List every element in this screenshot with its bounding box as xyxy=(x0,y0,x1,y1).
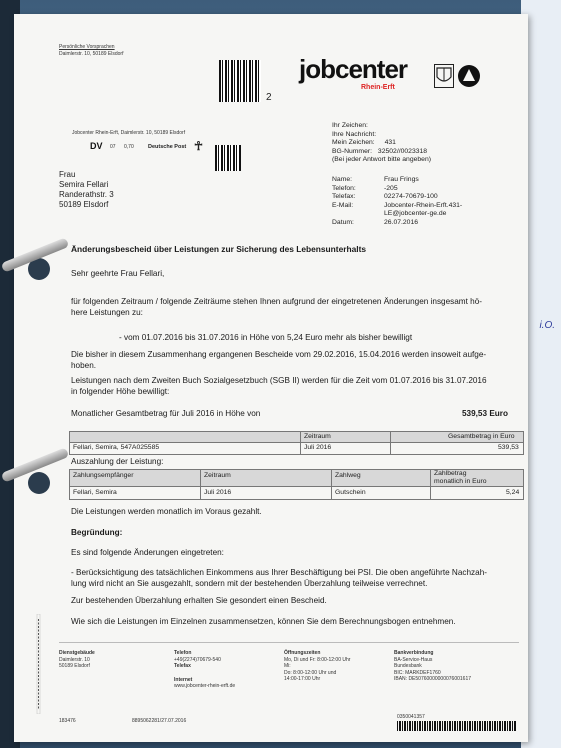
sender-name: Persönliche Vorsprachen xyxy=(59,44,115,50)
recipient-city: 50189 Elsdorf xyxy=(59,200,109,209)
table2-row-empfaenger: Fellari, Semira xyxy=(73,489,117,496)
handwritten-note: i.O. xyxy=(539,320,555,331)
postage-code: DV xyxy=(90,141,103,151)
bullet-1: - vom 01.07.2016 bis 31.07.2016 in Höhe von 5,24 Euro mehr als bisher bewilligt xyxy=(119,333,413,342)
change-item-1-line-2: lung wird nicht an Sie ausgezahlt, sondern mit der bestehenden Überzahlung teilweise verrechnet. xyxy=(71,578,428,588)
postage-price: 0,70 xyxy=(124,144,134,150)
jobcenter-region: Rhein-Erft xyxy=(361,84,395,91)
table1-header-zeitraum: Zeitraum xyxy=(304,433,331,440)
agency-triangle-icon xyxy=(457,64,481,93)
contact-tel: -205 xyxy=(384,184,398,192)
table1-row-person: Fellari, Semira, 547A025585 xyxy=(73,444,160,451)
monthly-total-label: Monatlicher Gesamtbetrag für Juli 2016 in Höhe von xyxy=(71,409,261,418)
document-title: Änderungsbescheid über Leistungen zur Sicherung des Lebensunterhalts xyxy=(71,244,367,254)
recipient-salutation: Frau xyxy=(59,170,76,179)
footer-bank-line-2: Bundesbank xyxy=(394,663,422,669)
payout-table xyxy=(69,469,524,500)
table2-header-zahlweg: Zahlweg xyxy=(335,472,361,479)
footer-bank-line-4: IBAN: DE50760000000076001617 xyxy=(394,676,472,682)
datamatrix-code xyxy=(219,60,261,102)
paragraph-3-line-2: in folgender Höhe bewilligt: xyxy=(71,386,170,396)
bg-label: BG-Nummer: xyxy=(332,147,373,155)
paragraph-1 xyxy=(71,297,521,318)
post-horn-icon: ☥ xyxy=(194,139,203,153)
paragraph-3-line-1: Leistungen nach dem Zweiten Buch Sozialgesetzbuch (SGB II) werden für die Zeit vom 01.07.2016 bis 31.07.2016 xyxy=(71,376,487,385)
recipient-block xyxy=(59,170,114,210)
monthly-note: Die Leistungen werden monatlich im Voraus gezahlt. xyxy=(71,507,262,516)
ihre-nachricht-label: Ihre Nachricht: xyxy=(332,130,377,138)
footer-dienst-title: Dienstgebäude xyxy=(59,650,95,656)
footer-barcode xyxy=(397,721,517,731)
contact-name-label: Name: xyxy=(332,176,353,183)
footer-fax-title: Telefax xyxy=(174,663,191,669)
paragraph-2-line-1: Die bisher in diesem Zusammenhang ergangenen Bescheide vom 29.02.2016, 15.04.2016 werden insoweit aufge- xyxy=(71,350,487,359)
postage-code-matrix xyxy=(215,145,241,171)
table2-header-betrag: Zahlbetrag monatlich in Euro xyxy=(434,470,487,485)
postage-carrier: Deutsche Post xyxy=(148,144,187,150)
return-address: Jobcenter Rhein-Erft, Daimlerstr. 10, 50189 Elsdorf xyxy=(72,130,186,136)
footer-bank xyxy=(394,650,471,683)
paragraph-2-line-2: hoben. xyxy=(71,360,97,370)
mein-zeichen-value: 431 xyxy=(384,139,396,147)
mein-zeichen-label: Mein Zeichen: xyxy=(332,139,375,147)
footer-internet-value: www.jobcenter-rhein-erft.de xyxy=(174,683,236,689)
table1-header-betrag: Gesamtbetrag in Euro xyxy=(448,433,515,440)
footer-tel-title: Telefon xyxy=(174,650,192,656)
footer-bank-line-3: BIC: MARKDEF1760 xyxy=(394,669,441,676)
paragraph-2 xyxy=(71,350,521,371)
footer-hours xyxy=(284,650,350,683)
footer-bank-line-1: BA-Service-Haus xyxy=(394,656,433,663)
footer-divider xyxy=(59,642,519,643)
footer-bank-title: Bankverbindung xyxy=(394,650,434,656)
bg-value: 32502//0023318 xyxy=(377,147,428,155)
footer-dienst-line-2: 50189 Elsdorf xyxy=(59,663,90,669)
contact-date: 26.07.2016 xyxy=(384,218,419,226)
letter-page xyxy=(14,14,528,742)
table1-row-betrag: 539,53 xyxy=(498,444,519,451)
contact-email-label: E-Mail: xyxy=(332,201,354,209)
footer-tel-value: +49(2274)70679-540 xyxy=(174,656,221,663)
payout-title: Auszahlung der Leistung: xyxy=(71,457,164,466)
contact-tel-label: Telefon: xyxy=(332,184,356,192)
table2-row-betrag: 5,24 xyxy=(506,489,520,496)
paragraph-1-line-2: here Leistungen zu: xyxy=(71,307,143,317)
footer-dienst-line-1: Daimlerstr. 10 xyxy=(59,656,90,663)
recipient-street: Randerathstr. 3 xyxy=(59,190,114,199)
ihr-zeichen-label: Ihr Zeichen: xyxy=(332,122,368,129)
reference-note: (Bei jeder Antwort bitte angeben) xyxy=(332,156,431,164)
barcode-number: 2 xyxy=(266,92,272,103)
change-item-1 xyxy=(71,568,521,589)
table2-header-empfaenger: Zahlungsempfänger xyxy=(73,472,134,479)
table1-row-zeitraum: Juli 2016 xyxy=(304,444,332,451)
benefits-table xyxy=(69,431,524,455)
contact-fax: 02274-70679-100 xyxy=(384,193,438,201)
footer-hours-title: Öffnungszeiten xyxy=(284,650,321,656)
vertical-margin-code xyxy=(36,614,42,714)
paragraph-1-line-1: für folgenden Zeitraum / folgende Zeiträume stehen Ihnen aufgrund der eingetretenen Änderungen insgesamt hö- xyxy=(71,297,483,306)
footer-code-left: 183476 xyxy=(59,718,76,724)
paragraph-3 xyxy=(71,376,521,397)
contact-block xyxy=(332,176,517,228)
footer-hours-line-3: Do: 8:00-12:00 Uhr und xyxy=(284,669,337,676)
coat-of-arms-icon xyxy=(434,64,454,88)
footer-hours-line-4: 14:00-17:00 Uhr xyxy=(284,676,321,682)
footer-internet-title: Internet xyxy=(174,676,193,683)
sender-address: Daimlerstr. 10, 50189 Elsdorf xyxy=(59,51,124,57)
punch-hole-bottom xyxy=(28,472,50,494)
contact-name: Frau Frings xyxy=(384,176,419,183)
footer-code-mid: 8895062281/27.07.2016 xyxy=(132,718,187,724)
greeting: Sehr geehrte Frau Fellari, xyxy=(71,269,165,278)
changes-intro: Es sind folgende Änderungen eingetreten: xyxy=(71,548,224,557)
contact-date-label: Datum: xyxy=(332,218,354,226)
calculation-note: Wie sich die Leistungen im Einzelnen zusammensetzen, können Sie dem Berechnungsbogen entnehmen. xyxy=(71,617,456,626)
contact-email-1: Jobcenter-Rhein-Erft.431- xyxy=(384,201,463,209)
postage-num: 07 xyxy=(110,144,116,150)
footer-code-right: 0350041357 xyxy=(397,714,425,720)
contact-fax-label: Telefax: xyxy=(332,193,356,201)
overpayment-note: Zur bestehenden Überzahlung erhalten Sie gesondert einen Bescheid. xyxy=(71,596,327,605)
footer-hours-line-2: Mi: xyxy=(284,663,291,669)
footer-hours-line-1: Mo, Di und Fr: 8:00-12:00 Uhr xyxy=(284,656,351,663)
jobcenter-logo-text: jobcenter xyxy=(299,54,408,84)
monthly-total-amount: 539,53 Euro xyxy=(462,409,508,418)
table2-row-zahlweg: Gutschein xyxy=(335,489,366,496)
footer-contact xyxy=(174,650,235,690)
table2-row-zeitraum: Juli 2016 xyxy=(204,489,232,496)
footer-address xyxy=(59,650,95,670)
recipient-name: Semira Fellari xyxy=(59,180,109,189)
reference-block xyxy=(332,122,431,165)
begruendung-heading: Begründung: xyxy=(71,528,123,537)
change-item-1-line-1: - Berücksichtigung des tatsächlichen Einkommens aus Ihrer Beschäftigung bei PSI. Die oben angeführte Nachzah- xyxy=(71,568,487,577)
contact-email-2: LE@jobcenter-ge.de xyxy=(384,210,447,218)
table2-header-zeitraum: Zeitraum xyxy=(204,472,231,479)
